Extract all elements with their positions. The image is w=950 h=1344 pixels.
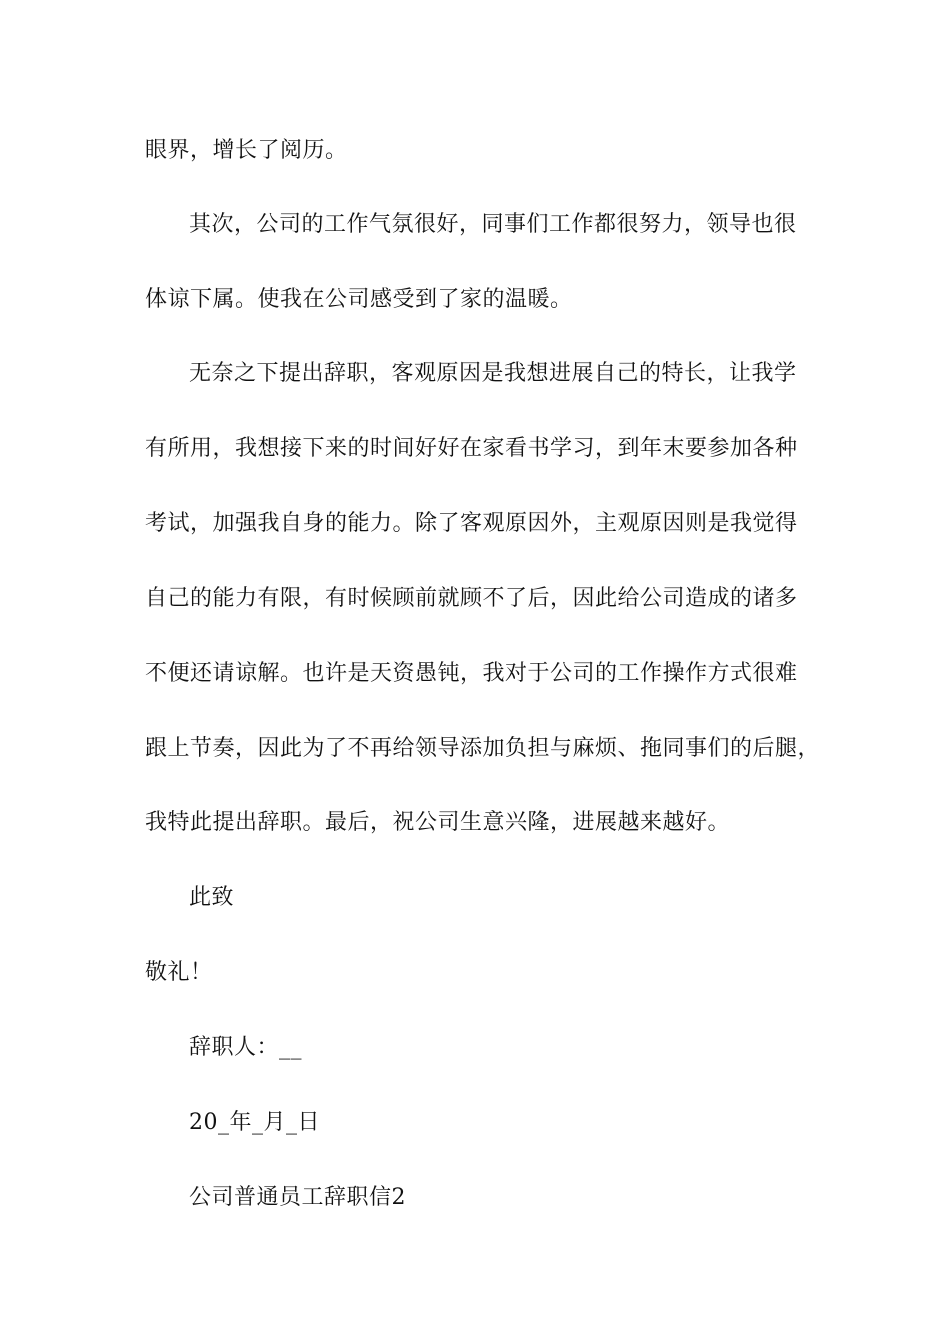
closing-regards: 敬礼！ (145, 960, 213, 985)
paragraph-line: 我特此提出辞职。最后，祝公司生意兴隆，进展越来越好。 (145, 810, 731, 835)
paragraph-line: 自己的能力有限，有时候顾前就顾不了后，因此给公司造成的诸多 (145, 586, 798, 611)
paragraph-line: 有所用，我想接下来的时间好好在家看书学习，到年末要参加各种 (145, 436, 798, 461)
paragraph-line: 考试，加强我自身的能力。除了客观原因外，主观原因则是我觉得 (145, 511, 798, 536)
paragraph-line: 体谅下属。使我在公司感受到了家的温暖。 (145, 287, 573, 312)
paragraph-line: 不便还请谅解。也许是天资愚钝，我对于公司的工作操作方式很难 (145, 661, 798, 686)
paragraph-line: 眼界，增长了阅历。 (145, 138, 348, 163)
closing-salutation: 此致 (189, 885, 235, 910)
paragraph-line: 无奈之下提出辞职，客观原因是我想进展自己的特长，让我学 (189, 361, 797, 386)
section-title: 公司普通员工辞职信2 (189, 1185, 406, 1210)
date-line: 20_年_月_日 (189, 1110, 320, 1135)
paragraph-line: 其次，公司的工作气氛很好，同事们工作都很努力，领导也很 (189, 212, 797, 237)
signature-line: 辞职人：__ (189, 1035, 303, 1060)
paragraph-line: 跟上节奏，因此为了不再给领导添加负担与麻烦、拖同事们的后腿， (145, 736, 821, 761)
